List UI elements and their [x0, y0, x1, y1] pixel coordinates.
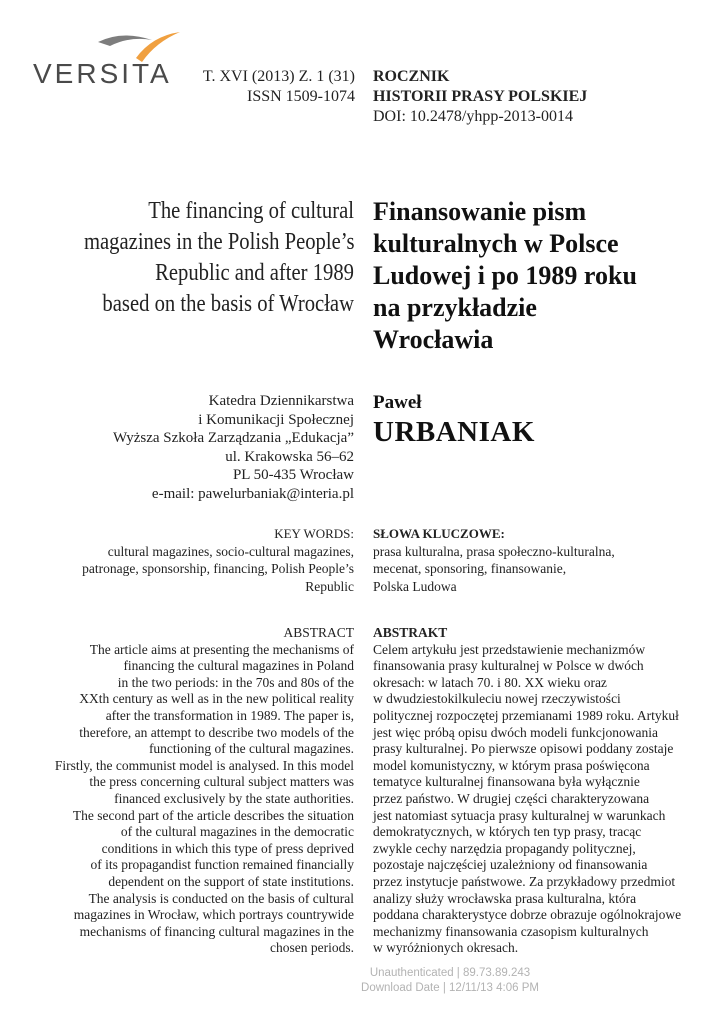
- abstract-pl-heading: ABSTRAKT: [373, 625, 448, 640]
- keywords-en-heading: KEY WORDS:: [274, 526, 354, 541]
- abstract-pl-line: pozostaje najczęściej uzależniony od finansowania: [373, 857, 648, 873]
- abstract-pl-line: jest więc próbą opisu dwóch modeli funkcjonowania: [373, 724, 658, 740]
- author-first-name: Paweł: [373, 392, 422, 413]
- abstract-en-line: functioning of the cultural magazines.: [148, 741, 354, 757]
- affiliation-line: ul. Krakowska 56–62: [225, 448, 354, 465]
- abstract-pl-line: Celem artykułu jest przedstawienie mechanizmów: [373, 641, 646, 657]
- affiliation-line: PL 50-435 Wrocław: [232, 467, 354, 483]
- abstract-en-line: conditions in which this type of press deprived: [101, 840, 354, 856]
- affiliation-line: Katedra Dziennikarstwa: [208, 393, 354, 409]
- abstract-pl-line: w dwudziestokilkuleciu nowej rzeczywistości: [373, 691, 621, 707]
- keywords-pl-heading: SŁOWA KLUCZOWE:: [373, 526, 505, 541]
- abstract-en-line: the press concerning cultural subject matters was: [89, 774, 354, 790]
- abstract-pl-line: politycznej rozpoczętej przemianami 1989 roku. Artykuł: [373, 707, 679, 723]
- abstract-pl-line: przez państwo. W drugiej części charakteryzowana: [373, 790, 650, 806]
- keywords-pl-line: prasa kulturalna, prasa społeczno-kulturalna,: [373, 543, 615, 559]
- abstract-pl-line: zwykle cechy narzędzia propagandy politycznej,: [373, 840, 636, 856]
- abstract-en-line: chosen periods.: [270, 940, 354, 956]
- issn: ISSN 1509-1074: [246, 88, 355, 105]
- title-pl-line: Ludowej i po 1989 roku: [373, 261, 637, 290]
- issue-info: [200, 67, 355, 107]
- affiliation-line: Wyższa Szkoła Zarządzania „Edukacja”: [112, 430, 354, 446]
- author-email: e-mail: pawelurbaniak@interia.pl: [151, 485, 354, 502]
- abstract-en-line: The second part of the article describes the situation: [72, 807, 354, 823]
- affiliation-line: i Komunikacji Społecznej: [198, 411, 354, 428]
- keywords-en-line: cultural magazines, socio-cultural magazines,: [107, 543, 354, 559]
- abstract-pl-line: poddana charakterystyce dobrze obrazuje ogólnokrajowe: [373, 907, 682, 923]
- watermark-auth: Unauthenticated | 89.73.89.243: [369, 967, 531, 979]
- abstract-en-line: of its propagandist function remained financially: [90, 857, 354, 873]
- keywords-en-line: Republic: [305, 578, 354, 594]
- title-pl-line: kulturalnych w Polsce: [373, 229, 619, 258]
- abstract-en-line: financed exclusively by the state authorities.: [114, 790, 354, 806]
- abstract-en-line: after the transformation in 1989. The paper is,: [105, 707, 354, 723]
- abstract-en-line: dependent on the support of state institutions.: [108, 873, 354, 889]
- abstract-english: [40, 625, 354, 957]
- title-en-line: Republic and after 1989: [155, 260, 354, 286]
- title-pl-line: Finansowanie pism: [373, 197, 587, 226]
- abstract-pl-line: jest natomiast sytuacja prasy kulturalnej w warunkach: [373, 807, 666, 823]
- abstract-en-line: The article aims at presenting the mechanisms of: [89, 641, 354, 657]
- keywords-en-line: patronage, sponsorship, financing, Polish People’s: [82, 561, 354, 576]
- journal-name-line1: ROCZNIK: [373, 68, 450, 85]
- title-english: [84, 196, 354, 320]
- author-affiliation: [40, 392, 354, 503]
- journal-info: [373, 67, 693, 127]
- journal-name-line2: HISTORII PRASY POLSKIEJ: [373, 88, 588, 105]
- abstract-en-line: The analysis is conducted on the basis of cultural: [88, 890, 354, 906]
- abstract-pl-line: tematyce kulturalnej finansowana była wyłącznie: [373, 774, 640, 790]
- abstract-pl-line: model komunistyczny, w którym prasa poświęcona: [373, 757, 650, 773]
- abstract-pl-line: w wyróżnionych okresach.: [373, 940, 519, 956]
- title-pl-line: na przykładzie: [373, 293, 537, 322]
- title-pl-line: Wrocławia: [373, 325, 494, 354]
- keywords-pl-line: Polska Ludowa: [373, 578, 457, 594]
- keywords-english: [40, 525, 354, 595]
- abstract-en-line: mechanisms of financing cultural magazines in the: [79, 923, 354, 939]
- abstract-pl-line: demokratycznych, w których ten typ prasy, tracąc: [373, 824, 642, 840]
- watermark-date: Download Date | 12/11/13 4:06 PM: [361, 982, 539, 994]
- abstract-en-line: XXth century as well as in the new political reality: [79, 691, 354, 707]
- issue-volume: T. XVI (2013) Z. 1 (31): [202, 68, 355, 85]
- title-polish: [373, 196, 703, 356]
- abstract-pl-line: przez instytucje państwowe. Za przykładowy przedmiot: [373, 873, 676, 889]
- doi: DOI: 10.2478/yhpp-2013-0014: [373, 108, 573, 125]
- abstract-pl-line: mechanizmy finansowania czasopism kulturalnych: [373, 923, 649, 939]
- abstract-polish: [373, 625, 703, 957]
- author-surname: URBANIAK: [373, 416, 535, 448]
- abstract-pl-line: finansowania prasy kulturalnej w Polsce w dwóch: [373, 658, 644, 674]
- title-en-line: The financing of cultural: [148, 198, 354, 224]
- abstract-pl-line: analizy służy wrocławska prasa kulturalna, która: [373, 890, 637, 906]
- abstract-en-line: therefore, an attempt to describe two models of the: [79, 724, 354, 740]
- abstract-en-line: Firstly, the communist model is analysed. In this model: [54, 757, 354, 773]
- title-en-line: magazines in the Polish People’s: [83, 229, 355, 255]
- abstract-pl-line: okresach: w latach 70. i 80. XX wieku oraz: [373, 674, 607, 690]
- abstract-pl-line: prasy kulturalnej. Po pierwsze opisowi poddany zostaje: [373, 741, 674, 757]
- abstract-en-heading: ABSTRACT: [283, 625, 354, 640]
- abstract-en-line: in the two periods: in the 70s and 80s of the: [117, 674, 354, 690]
- abstract-en-line: magazines in Wrocław, which portrays countrywide: [73, 907, 354, 923]
- abstract-en-line: financing the cultural magazines in Poland: [123, 658, 354, 674]
- download-watermark: [290, 966, 610, 996]
- logo-wordmark: VERSITA: [33, 58, 172, 89]
- abstract-en-line: of the cultural magazines in the democratic: [120, 824, 354, 840]
- keywords-polish: [373, 525, 703, 595]
- title-en-line: based on the basis of Wrocław: [102, 291, 354, 317]
- keywords-pl-line: mecenat, sponsoring, finansowanie,: [373, 561, 567, 576]
